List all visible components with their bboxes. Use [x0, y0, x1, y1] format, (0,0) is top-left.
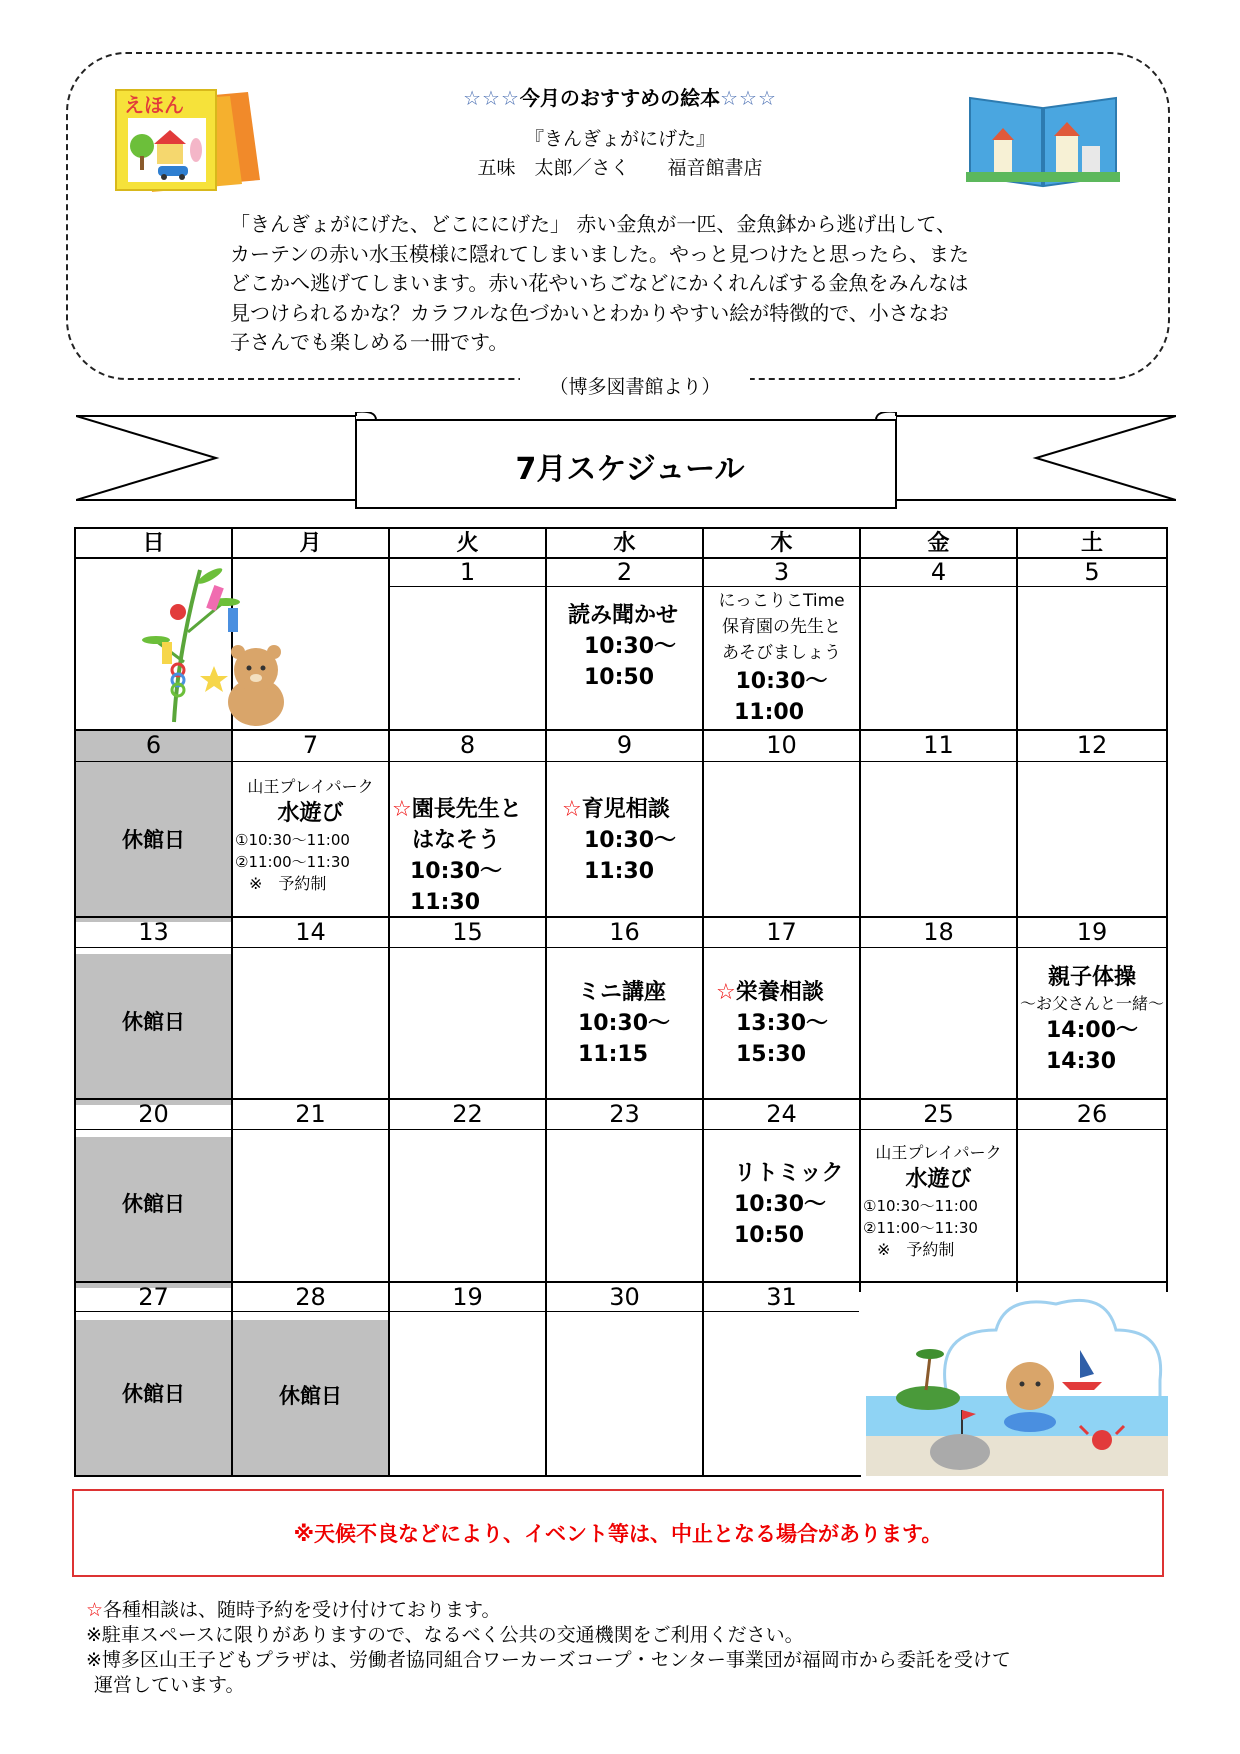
event-time: 10:30～	[584, 634, 677, 659]
day-number: 23	[609, 1100, 640, 1128]
day-number: 2	[616, 558, 633, 586]
star-icon: ☆	[562, 797, 582, 822]
note-line: ※博多区山王子どもプラザは、労働者協同組合ワーカーズコープ・センター事業団が福岡市から委託を受けて	[86, 1649, 1011, 1671]
day-number: 30	[609, 1283, 640, 1311]
footer-notes	[86, 1598, 1166, 1698]
weekday-header: 水	[613, 531, 636, 556]
open-book-icon	[966, 90, 1120, 190]
event-time: 11:30	[584, 859, 655, 884]
day-number: 3	[773, 558, 790, 586]
heading-stars-right: ☆☆☆	[720, 86, 777, 110]
note-line: 運営しています。	[94, 1674, 245, 1696]
tanabata-bamboo-icon	[138, 562, 318, 726]
event-jul7	[233, 776, 388, 895]
day-number: 19	[1076, 918, 1108, 946]
description-line: 「きんぎょがにげた、どこににげた」 赤い金魚が一匹、金魚鉢から逃げ出して、	[230, 212, 956, 236]
day-number: 4	[930, 558, 947, 586]
book-cover-label: えほん	[124, 93, 184, 117]
event-slot: ②11:00～11:30	[235, 853, 350, 871]
event-time: 10:30～	[734, 1192, 827, 1217]
event-title: 読み聞かせ	[568, 603, 679, 628]
closed-day-label: 休館日	[122, 828, 185, 852]
event-time: 10:30～	[735, 669, 828, 694]
day-number: 17	[766, 918, 797, 946]
event-subtitle: ～お父さんと一緒～	[1019, 994, 1164, 1013]
day-number: 6	[145, 731, 162, 759]
event-time: 10:30～	[584, 828, 677, 853]
event-time: 11:30	[410, 890, 481, 915]
book-description	[230, 210, 1020, 358]
event-title: 園長先生と	[411, 797, 522, 822]
event-jul24	[734, 1158, 844, 1251]
day-number: 12	[1076, 731, 1108, 759]
day-number: 19	[452, 1283, 483, 1311]
book-author: 五味 太郎／さく 福音館書店	[477, 157, 763, 179]
day-number: 7	[302, 731, 319, 759]
event-jul19	[1018, 962, 1166, 1077]
day-number: 25	[923, 1100, 954, 1128]
closed-day-label: 休館日	[122, 1382, 185, 1406]
day-number: 13	[138, 918, 169, 946]
star-icon: ☆	[716, 980, 736, 1005]
day-number: 10	[766, 731, 797, 759]
closed-day-label: 休館日	[122, 1192, 185, 1216]
event-title: 栄養相談	[735, 980, 824, 1005]
event-title: はなそう	[412, 828, 501, 853]
note-line: ☆各種相談は、随時予約を受け付けております。	[86, 1599, 501, 1621]
event-jul16	[578, 977, 670, 1070]
event-jul17	[716, 977, 828, 1070]
day-number: 26	[1076, 1100, 1108, 1128]
event-slot: ②11:00～11:30	[863, 1219, 978, 1237]
event-note: ※ 予約制	[249, 874, 327, 893]
event-jul8	[392, 794, 522, 918]
weekday-header: 金	[927, 531, 950, 556]
event-place: 山王プレイパーク	[875, 1143, 1002, 1162]
description-line: カーテンの赤い水玉模様に隠れてしまいました。やっと見つけたと思ったら、また	[230, 241, 969, 266]
note-line: ※駐車スペースに限りがありますので、なるべく公共の交通機関をご利用ください。	[86, 1624, 804, 1646]
event-title: 育児相談	[581, 797, 670, 822]
event-title: リトミック	[734, 1161, 844, 1186]
event-time: 11:00	[734, 700, 805, 725]
event-line: あそびましょう	[722, 643, 841, 663]
weekday-header: 日	[142, 531, 165, 556]
weekday-header: 火	[456, 531, 479, 556]
event-jul2	[568, 600, 678, 693]
picture-book-icon	[110, 84, 260, 196]
event-title: 親子体操	[1047, 965, 1136, 990]
event-note: ※ 予約制	[877, 1240, 955, 1259]
event-jul9	[562, 794, 676, 887]
description-line: どこかへ逃げてしまいます。赤い花やいちごなどにかくれんぼする金魚をみんなは	[230, 271, 969, 295]
event-time: 10:50	[584, 665, 655, 690]
day-number: 28	[295, 1283, 326, 1311]
closed-day-label: 休館日	[279, 1384, 342, 1408]
beach-illustration	[866, 1290, 1168, 1476]
closed-day-label: 休館日	[122, 1010, 185, 1034]
day-number: 5	[1084, 558, 1100, 586]
description-line: 見つけられるかな？カラフルな色づかいとわかりやすい絵が特徴的で、小さなお	[230, 300, 949, 325]
event-time: 10:30～	[410, 859, 503, 884]
event-title: ミニ講座	[578, 980, 667, 1005]
event-title: 水遊び	[277, 801, 344, 826]
event-title: 水遊び	[905, 1167, 972, 1192]
event-time: 14:00～	[1045, 1018, 1139, 1043]
day-number: 9	[616, 731, 633, 759]
day-number: 15	[452, 918, 483, 946]
heading-stars-left: ☆☆☆	[463, 86, 520, 110]
event-jul3	[704, 588, 859, 728]
star-icon: ☆	[392, 797, 412, 822]
book-heading	[300, 82, 940, 111]
event-jul25	[861, 1142, 1016, 1261]
event-slot: ①10:30～11:00	[235, 831, 350, 849]
event-time: 10:30～	[578, 1011, 671, 1036]
notice-text: ※天候不良などにより、イベント等は、中止となる場合があります。	[293, 1522, 943, 1546]
day-number: 18	[923, 918, 954, 946]
event-time: 15:30	[736, 1042, 807, 1067]
day-number: 14	[295, 918, 326, 946]
day-number: 11	[923, 731, 954, 759]
day-number: 22	[452, 1100, 483, 1128]
event-time: 14:30	[1046, 1049, 1117, 1074]
event-time: 10:50	[734, 1223, 805, 1248]
book-title: 『きんぎょがにげた』	[524, 128, 715, 150]
heading-text: 今月のおすすめの絵本	[519, 86, 721, 110]
weekday-header: 月	[299, 531, 322, 556]
event-line: にっこりこTime	[718, 591, 845, 611]
day-number: 20	[138, 1100, 169, 1128]
day-number: 1	[459, 558, 476, 586]
day-number: 21	[295, 1100, 326, 1128]
event-slot: ①10:30～11:00	[863, 1197, 978, 1215]
event-time: 11:15	[578, 1042, 649, 1067]
weekday-header: 木	[770, 531, 793, 556]
day-number: 8	[459, 731, 476, 759]
description-line: 子さんでも楽しめる一冊です。	[230, 330, 509, 354]
event-time: 13:30～	[736, 1011, 829, 1036]
day-number: 24	[766, 1100, 797, 1128]
day-number: 16	[609, 918, 640, 946]
schedule-title: 7月スケジュール	[515, 452, 745, 487]
event-line: 保育園の先生と	[722, 617, 841, 637]
event-place: 山王プレイパーク	[247, 777, 374, 796]
day-number: 31	[766, 1283, 797, 1311]
book-source: （博多図書館より）	[520, 372, 750, 399]
day-number: 27	[138, 1283, 169, 1311]
weekday-header: 土	[1080, 531, 1103, 556]
star-icon: ☆	[86, 1599, 104, 1621]
